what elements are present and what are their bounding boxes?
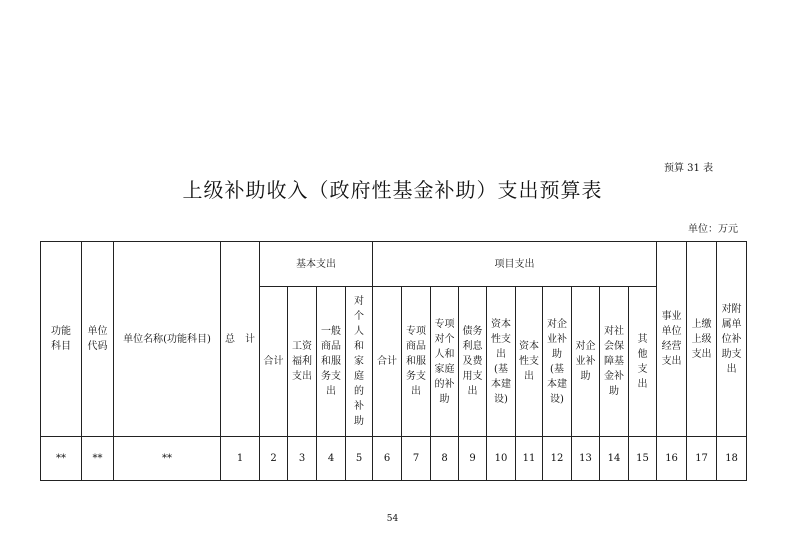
col-number: 13 (572, 437, 600, 481)
header-unit-code: 单位代码 (82, 242, 114, 437)
project-col-header: 专项对个人和家庭的补助 (431, 287, 459, 437)
project-col-header: 对社会保障基金补助 (600, 287, 629, 437)
project-col-header: 专项商品和服务支出 (402, 287, 431, 437)
header-project: 项目支出 (373, 242, 657, 287)
col-number: 17 (687, 437, 717, 481)
col-number: 15 (629, 437, 657, 481)
col-number: 6 (373, 437, 402, 481)
col-number: 4 (317, 437, 346, 481)
page-number: 54 (386, 514, 399, 524)
col-number: 5 (346, 437, 373, 481)
basic-col-header: 合计 (260, 287, 288, 437)
cell-func-subject: ** (41, 437, 82, 481)
header-unit-name: 单位名称(功能科目) (114, 242, 221, 437)
col-number: 16 (657, 437, 687, 481)
basic-col-header: 工资福利支出 (288, 287, 317, 437)
header-affiliate: 对附属单位补助支出 (717, 242, 747, 437)
project-col-header: 资本性支出(基本建设) (487, 287, 516, 437)
cell-unit-code: ** (82, 437, 114, 481)
col-number: 1 (221, 437, 260, 481)
col-number: 10 (487, 437, 516, 481)
header-career: 事业单位经营支出 (657, 242, 687, 437)
budget-table (40, 241, 747, 481)
col-number: 11 (516, 437, 543, 481)
basic-col-header: 一般商品和服务支出 (317, 287, 346, 437)
header-total: 总 计 (221, 242, 260, 437)
project-col-header: 对企业补助(基本建设) (543, 287, 572, 437)
project-col-header: 其他支出 (629, 287, 657, 437)
col-number: 18 (717, 437, 747, 481)
col-number: 8 (431, 437, 459, 481)
form-number: 预算 31 表 (664, 163, 714, 174)
col-number: 12 (543, 437, 572, 481)
col-number: 3 (288, 437, 317, 481)
header-basic: 基本支出 (260, 242, 373, 287)
header-func-subject: 功能科目 (41, 242, 82, 437)
col-number: 9 (459, 437, 487, 481)
page-title: 上级补助收入（政府性基金补助）支出预算表 (182, 178, 603, 202)
project-col-header: 对企业补助 (572, 287, 600, 437)
col-number: 14 (600, 437, 629, 481)
project-col-header: 合计 (373, 287, 402, 437)
unit-label: 单位：万元 (688, 224, 738, 235)
header-upper: 上缴上级支出 (687, 242, 717, 437)
project-col-header: 债务利息及费用支出 (459, 287, 487, 437)
col-number: 2 (260, 437, 288, 481)
col-number: 7 (402, 437, 431, 481)
basic-col-header: 对个人和家庭的补助 (346, 287, 373, 437)
cell-unit-name: ** (114, 437, 221, 481)
project-col-header: 资本性支出 (516, 287, 543, 437)
